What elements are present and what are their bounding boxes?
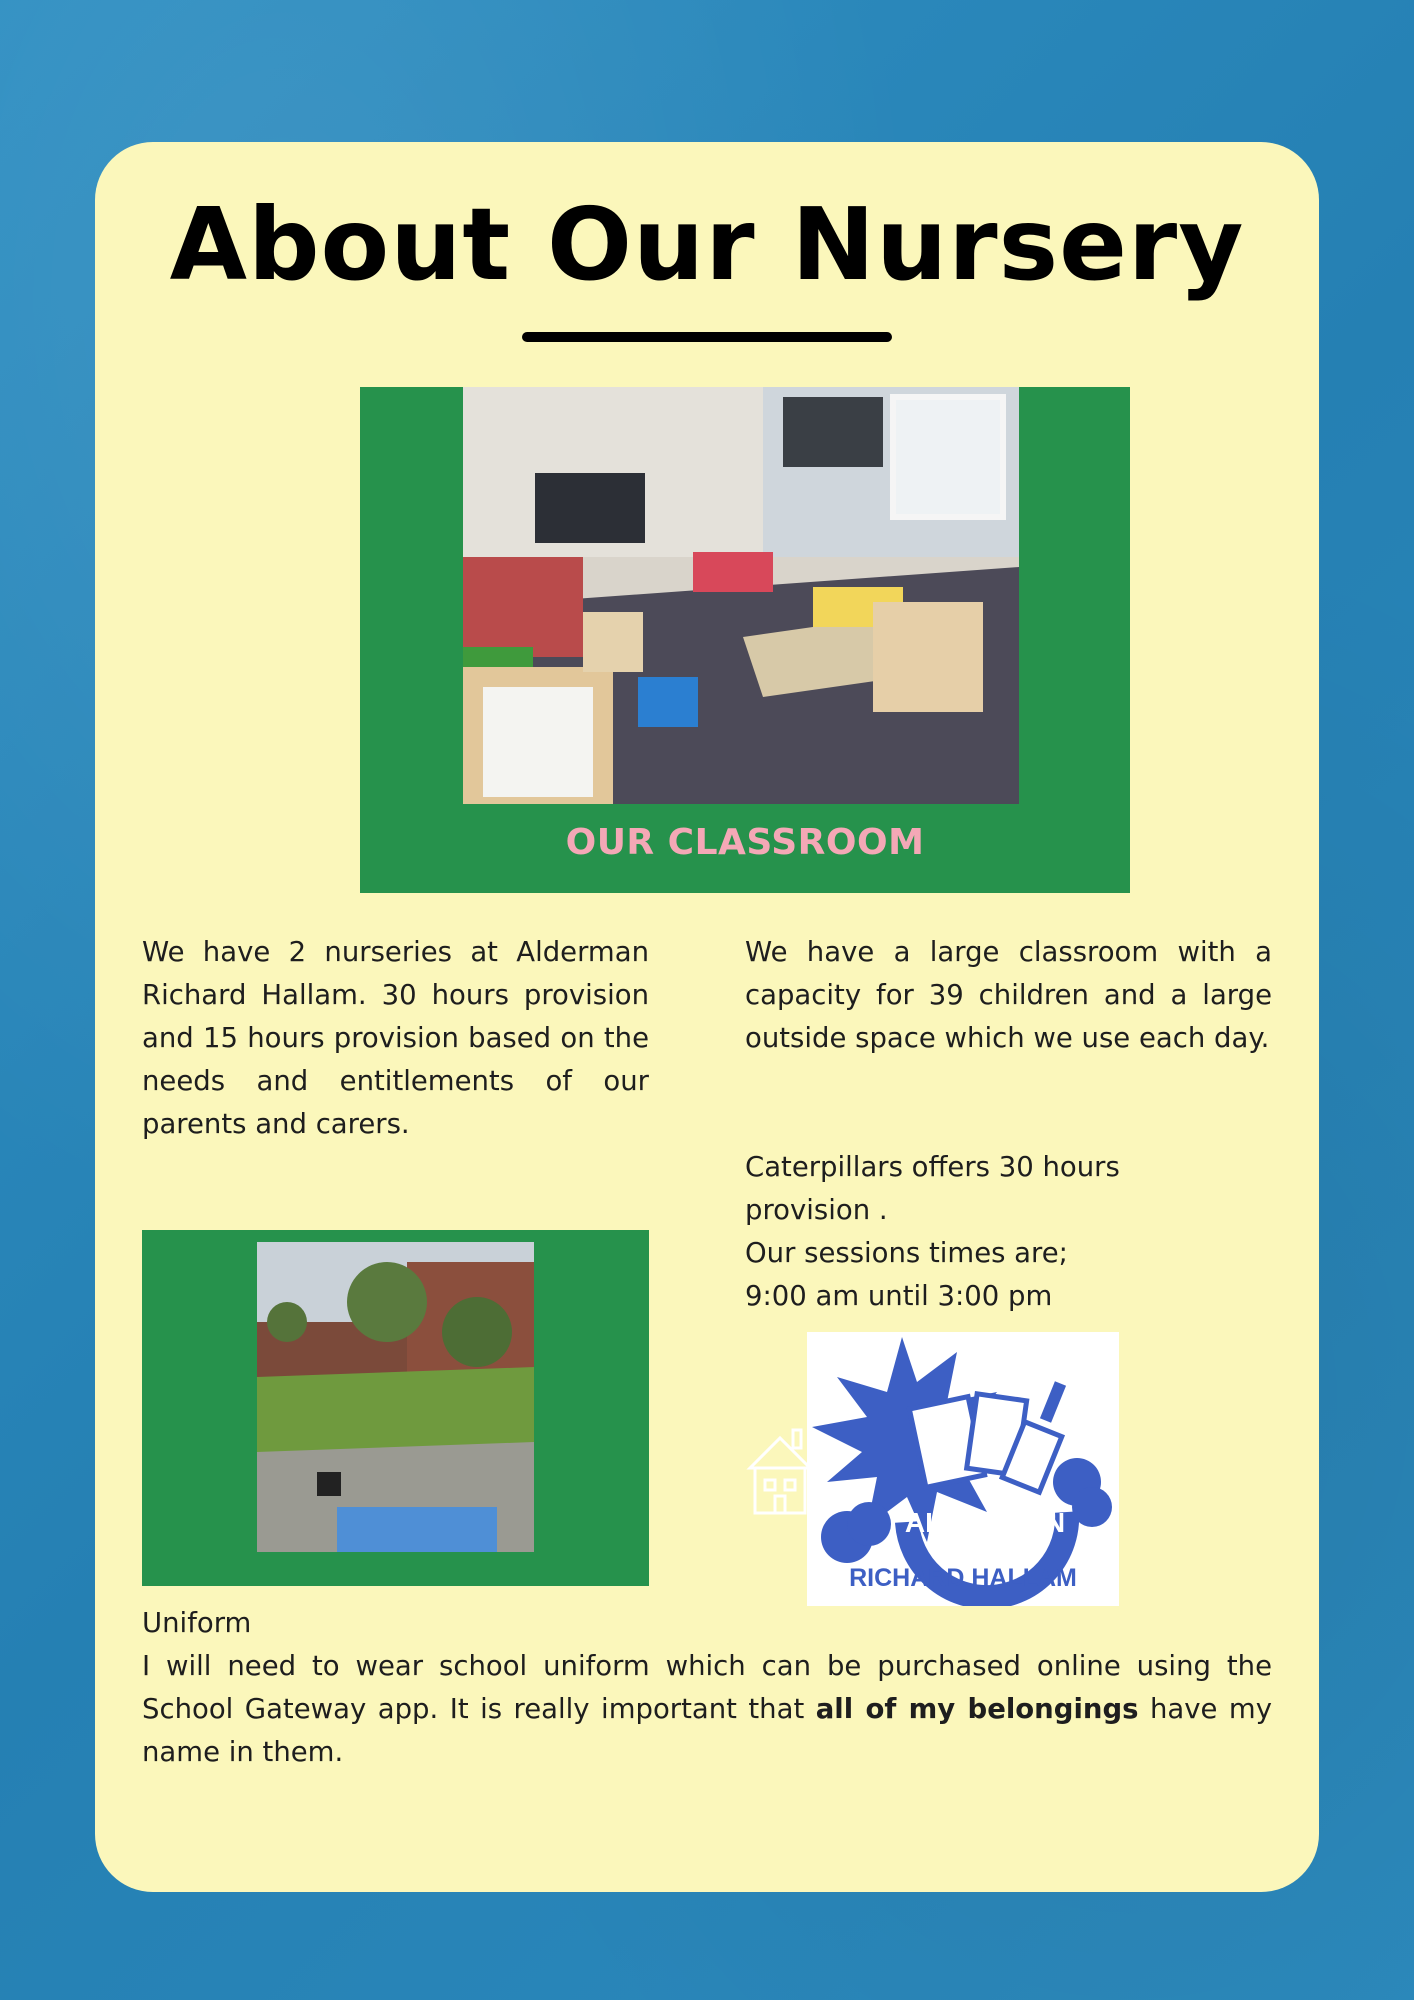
sessions-label: Our sessions times are; bbox=[745, 1237, 1068, 1269]
caterpillars-line-2: provision . bbox=[745, 1194, 888, 1226]
uniform-heading: Uniform bbox=[142, 1607, 252, 1639]
classroom-photo bbox=[463, 387, 1019, 804]
uniform-text-before: I will need to wear school uniform which can be purchased online using the School Gateway app. It is really important that bbox=[142, 1650, 1272, 1725]
house-outline-icon bbox=[745, 1428, 815, 1518]
uniform-text-bold: all of my belongings bbox=[815, 1693, 1139, 1725]
logo-text-top: ALDERMAN bbox=[904, 1507, 1066, 1538]
logo-text-bottom: RICHARD HALLAM bbox=[849, 1564, 1077, 1592]
sessions-time: 9:00 am until 3:00 pm bbox=[745, 1280, 1053, 1312]
classroom-caption: OUR CLASSROOM bbox=[565, 822, 925, 863]
page-title: About Our Nursery bbox=[169, 186, 1245, 303]
uniform-paragraph bbox=[142, 1645, 1272, 1774]
uniform-text-after: have my name in them. bbox=[142, 1693, 1272, 1768]
school-logo bbox=[807, 1332, 1119, 1606]
title-underline bbox=[522, 332, 892, 342]
sun-houses-logo-icon bbox=[807, 1332, 1119, 1606]
intro-paragraph: We have 2 nurseries at Alderman Richard Hallam. 30 hours provision and 15 hours provision based on the needs and entitlements of our parents and carers. bbox=[142, 936, 649, 1140]
classroom-paragraph: We have a large classroom with a capacity for 39 children and a large outside space which we use each day. bbox=[745, 936, 1272, 1054]
outdoor-photo bbox=[257, 1242, 534, 1552]
caterpillars-line-1: Caterpillars offers 30 hours bbox=[745, 1151, 1120, 1183]
